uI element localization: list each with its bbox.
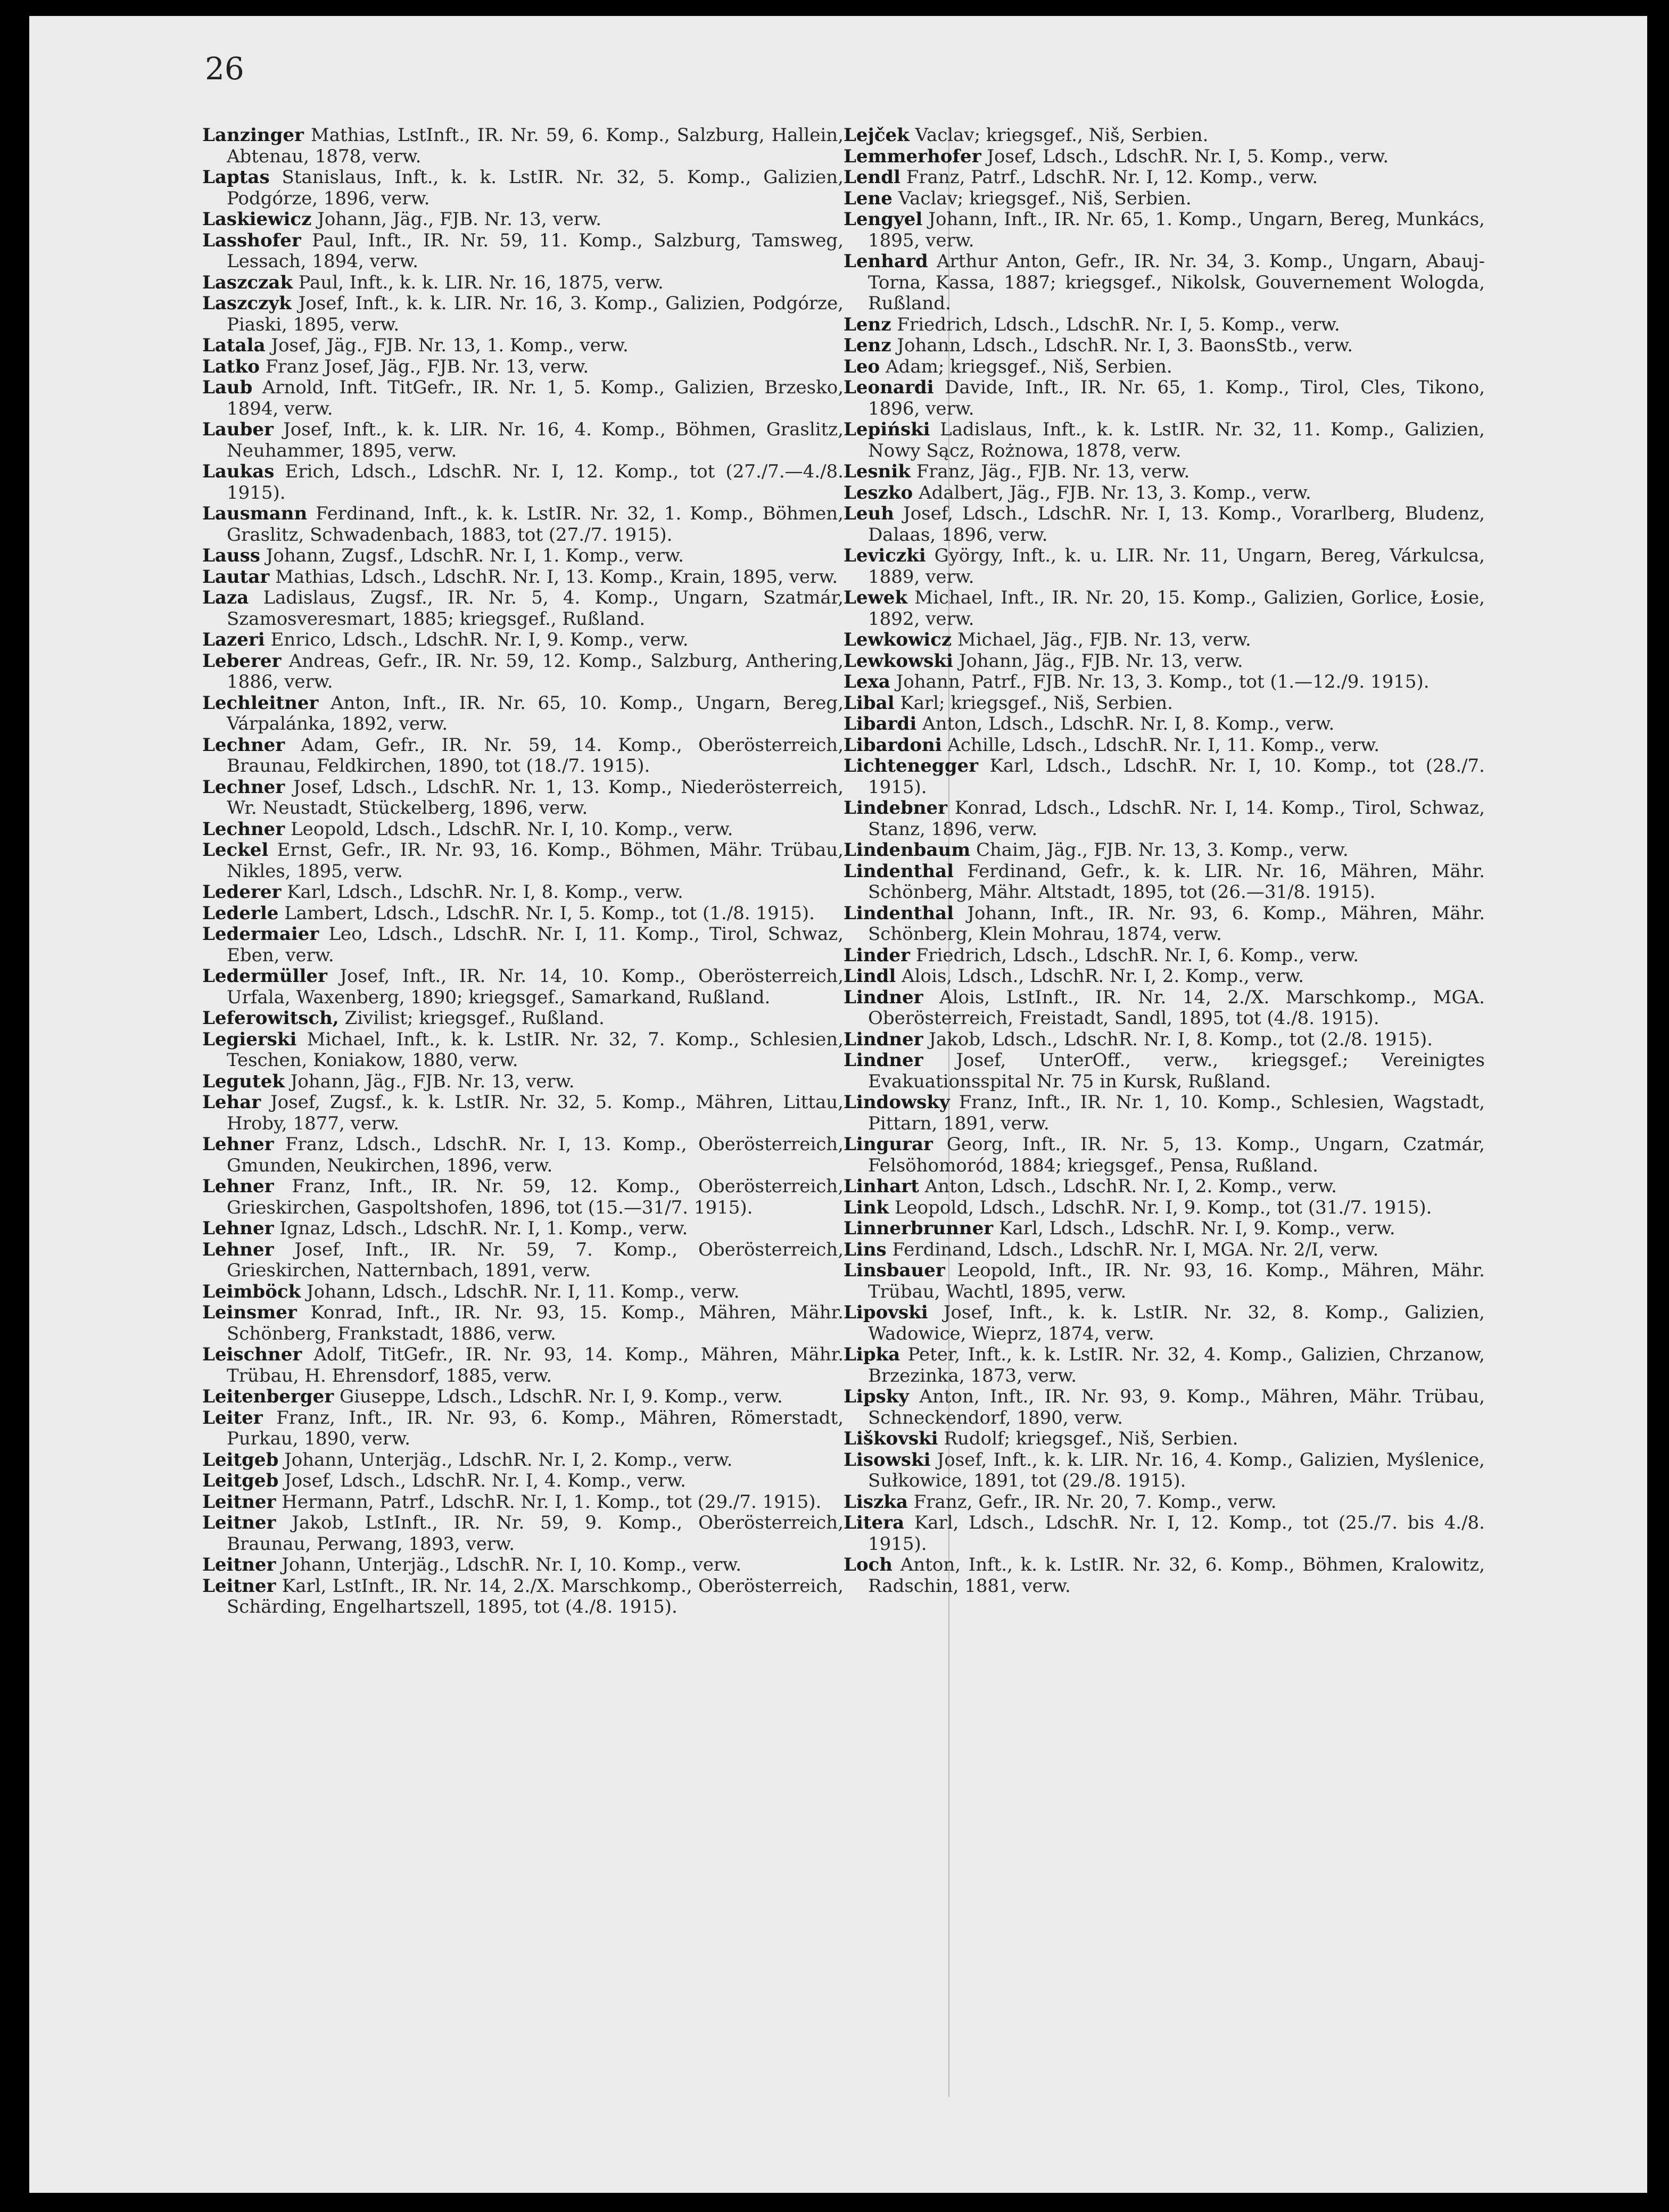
entry-details: Johann, Zugsf., LdschR. Nr. I, 1. Komp., verw. [266, 545, 684, 566]
list-entry [202, 546, 844, 567]
entry-details: Franz, Gefr., IR. Nr. 20, 7. Komp., verw. [913, 1491, 1277, 1513]
entry-surname: Leitenberger [202, 1386, 334, 1407]
entry-surname: Lehner [202, 1134, 274, 1155]
entry-surname: Lipka [844, 1344, 900, 1365]
list-entry [844, 987, 1485, 1029]
list-entry [202, 1408, 844, 1450]
entry-surname: Liszka [844, 1491, 908, 1513]
list-entry [844, 714, 1485, 735]
list-entry [844, 315, 1485, 336]
list-entry [844, 651, 1485, 672]
entry-details: Karl, Ldsch., LdschR. Nr. I, 8. Komp., verw. [287, 881, 683, 903]
list-entry [202, 924, 844, 966]
entry-surname: Linsbauer [844, 1260, 945, 1281]
list-entry [844, 167, 1485, 188]
list-entry [844, 1029, 1485, 1051]
list-entry [844, 861, 1485, 903]
entry-surname: Leitner [202, 1575, 276, 1597]
entry-surname: Lipovski [844, 1302, 928, 1323]
entry-surname: Leuh [844, 503, 894, 524]
entry-surname: Libardoni [844, 734, 942, 756]
list-entry [202, 1176, 844, 1218]
entry-details: Stanislaus, Inft., k. k. LstIR. Nr. 32, 5. Komp., Galizien, Podgórze, 1896, verw. [227, 167, 844, 209]
entry-surname: Lenz [844, 335, 891, 356]
list-entry [202, 1576, 844, 1618]
entry-details: Lambert, Ldsch., LdschR. Nr. I, 5. Komp., tot (1./8. 1915). [284, 902, 815, 924]
list-entry [844, 840, 1485, 861]
entry-details: Josef, Inft., k. k. LIR. Nr. 16, 4. Komp., Böhmen, Graslitz, Neuhammer, 1895, verw. [227, 419, 844, 461]
entry-details: Adolf, TitGefr., IR. Nr. 93, 14. Komp., Mähren, Mähr. Trübau, H. Ehrensdorf, 1885, verw. [227, 1344, 844, 1386]
entry-details: Karl; kriegsgef., Niš, Serbien. [900, 692, 1173, 714]
entry-details: Franz, Inft., IR. Nr. 59, 12. Komp., Oberösterreich, Grieskirchen, Gaspoltshofen, 1896, tot (15.—31/7. 1915). [227, 1176, 844, 1218]
entry-details: Chaim, Jäg., FJB. Nr. 13, 3. Komp., verw. [976, 839, 1349, 861]
entry-surname: Lehner [202, 1239, 274, 1260]
list-entry [844, 903, 1485, 945]
list-entry [844, 419, 1485, 461]
list-entry [202, 1450, 844, 1471]
list-entry [844, 798, 1485, 840]
entry-surname: Loch [844, 1554, 893, 1575]
entry-details: Ernst, Gefr., IR. Nr. 93, 16. Komp., Böhmen, Mähr. Trübau, Nikles, 1895, verw. [227, 839, 844, 882]
entry-details: Ferdinand, Gefr., k. k. LIR. Nr. 16, Mähren, Mähr. Schönberg, Mähr. Altstadt, 1895, tot (26.—31/8. 1915). [868, 860, 1485, 903]
document-page [29, 16, 1647, 2193]
entry-details: Johann, Jäg., FJB. Nr. 13, verw. [290, 1070, 575, 1092]
entry-surname: Lenz [844, 313, 891, 335]
entry-details: Johann, Jäg., FJB. Nr. 13, verw. [959, 650, 1243, 672]
list-entry [202, 1302, 844, 1344]
entry-surname: Leitner [202, 1491, 276, 1513]
entry-details: Enrico, Ldsch., LdschR. Nr. I, 9. Komp., verw. [270, 629, 689, 650]
entry-details: Josef, Inft., k. k. LIR. Nr. 16, 4. Komp., Galizien, Myślenice, Sułkowice, 1891, tot (29./8. 1915). [868, 1449, 1485, 1491]
list-entry [844, 209, 1485, 251]
list-entry [202, 693, 844, 735]
entry-surname: Lausmann [202, 503, 308, 524]
entry-surname: Lehar [202, 1092, 261, 1113]
list-entry [844, 251, 1485, 315]
entry-surname: Lipsky [844, 1386, 910, 1407]
list-entry [202, 335, 844, 357]
entry-surname: Lindenbaum [844, 839, 971, 861]
entry-details: Franz Josef, Jäg., FJB. Nr. 13, verw. [265, 356, 589, 377]
list-entry [202, 1344, 844, 1386]
entry-surname: Lewek [844, 587, 907, 608]
entry-surname: Lepiński [844, 419, 930, 440]
list-entry [202, 1218, 844, 1240]
entry-surname: Laskiewicz [202, 209, 312, 230]
left-column [202, 125, 844, 1618]
entry-surname: Lazeri [202, 629, 265, 650]
entry-surname: Lexa [844, 671, 890, 692]
entry-details: Peter, Inft., k. k. LstIR. Nr. 32, 4. Komp., Galizien, Chrzanow, Brzezinka, 1873, verw. [868, 1344, 1485, 1386]
entry-surname: Leitgeb [202, 1470, 279, 1491]
entry-details: Josef, Ldsch., LdschR. Nr. 1, 13. Komp., Niederösterreich, Wr. Neustadt, Stückelberg, 1896, verw. [227, 776, 844, 819]
list-entry [202, 1555, 844, 1576]
list-entry [202, 504, 844, 546]
entry-surname: Laszczyk [202, 293, 292, 314]
entry-details: Leopold, Inft., IR. Nr. 93, 16. Komp., Mähren, Mähr. Trübau, Wachtl, 1895, verw. [868, 1260, 1485, 1302]
entry-surname: Laukas [202, 461, 275, 482]
entry-details: Josef, Inft., IR. Nr. 14, 10. Komp., Oberösterreich, Urfala, Waxenberg, 1890; kriegsgef., Samarkand, Rußland. [227, 965, 844, 1008]
list-entry [844, 483, 1485, 504]
entry-details: Anton, Inft., k. k. LstIR. Nr. 32, 6. Komp., Böhmen, Kralowitz, Radschin, 1881, verw. [868, 1554, 1485, 1597]
entry-details: Johann, Inft., IR. Nr. 93, 6. Komp., Mähren, Mähr. Schönberg, Klein Mohrau, 1874, verw. [868, 902, 1485, 945]
entry-surname: Leitner [202, 1554, 276, 1575]
entry-details: Leopold, Ldsch., LdschR. Nr. I, 9. Komp., tot (31./7. 1915). [894, 1196, 1432, 1218]
list-entry [844, 188, 1485, 210]
entry-surname: Leitner [202, 1512, 276, 1533]
list-entry [202, 1492, 844, 1513]
list-entry [844, 1344, 1485, 1386]
entry-surname: Lindner [844, 986, 923, 1008]
list-entry [202, 125, 844, 167]
list-entry [844, 1050, 1485, 1092]
entry-surname: Lengyel [844, 209, 923, 230]
entry-details: Johann, Jäg., FJB. Nr. 13, verw. [317, 209, 602, 230]
entry-details: Achille, Ldsch., LdschR. Nr. I, 11. Komp., verw. [947, 734, 1380, 756]
entry-details: Giuseppe, Ldsch., LdschR. Nr. I, 9. Komp., verw. [339, 1386, 783, 1407]
right-column [844, 125, 1485, 1618]
list-entry [202, 1386, 844, 1408]
list-entry [202, 419, 844, 461]
entry-details: Adam, Gefr., IR. Nr. 59, 14. Komp., Oberösterreich, Braunau, Feldkirchen, 1890, tot (18./7. 1915). [227, 734, 844, 777]
entry-surname: Leo [844, 356, 880, 377]
entry-surname: Libardi [844, 713, 917, 734]
list-entry [844, 1092, 1485, 1134]
entry-surname: Leitgeb [202, 1449, 279, 1471]
list-entry [844, 1555, 1485, 1597]
entry-surname: Leischner [202, 1344, 302, 1365]
entry-surname: Lesnik [844, 461, 911, 482]
entry-details: Arthur Anton, Gefr., IR. Nr. 34, 3. Komp., Ungarn, Abauj-Torna, Kassa, 1887; kriegsgef., Nikolsk, Gouvernement Wologda, Rußland. [868, 251, 1485, 314]
entry-surname: Lehner [202, 1176, 274, 1197]
list-entry [202, 1092, 844, 1134]
entry-details: Anton, Ldsch., LdschR. Nr. I, 2. Komp., verw. [924, 1176, 1337, 1197]
entry-surname: Lingurar [844, 1134, 933, 1155]
entry-surname: Leberer [202, 650, 282, 672]
list-entry [202, 882, 844, 903]
list-entry [202, 377, 844, 419]
entry-surname: Legutek [202, 1070, 285, 1092]
entry-surname: Ledermüller [202, 965, 327, 987]
entry-surname: Lanzinger [202, 125, 304, 146]
entry-surname: Leszko [844, 482, 913, 504]
entry-surname: Lichtenegger [844, 755, 979, 777]
entry-surname: Legierski [202, 1028, 297, 1050]
entry-surname: Linhart [844, 1176, 919, 1197]
entry-surname: Leimböck [202, 1281, 301, 1302]
entry-details: Leo, Ldsch., LdschR. Nr. I, 11. Komp., Tirol, Schwaz, Eben, verw. [227, 923, 844, 966]
entry-details: Josef, Ldsch., LdschR. Nr. I, 13. Komp., Vorarlberg, Bludenz, Dalaas, 1896, verw. [868, 503, 1485, 546]
entry-details: Alois, Ldsch., LdschR. Nr. I, 2. Komp., verw. [902, 965, 1304, 987]
list-entry [202, 966, 844, 1008]
entry-details: Franz, Inft., IR. Nr. 1, 10. Komp., Schlesien, Wagstadt, Pittarn, 1891, verw. [868, 1092, 1485, 1134]
entry-details: Friedrich, Ldsch., LdschR. Nr. I, 5. Komp., verw. [897, 313, 1340, 335]
entry-surname: Link [844, 1196, 889, 1218]
list-entry [844, 966, 1485, 987]
list-entry [202, 357, 844, 378]
entry-surname: Lindowsky [844, 1092, 950, 1113]
list-entry [844, 1134, 1485, 1176]
entry-surname: Leiter [202, 1407, 263, 1429]
entry-details: Karl, Ldsch., LdschR. Nr. I, 10. Komp., tot (28./7. 1915). [868, 755, 1485, 798]
list-entry [844, 735, 1485, 756]
entry-details: Andreas, Gefr., IR. Nr. 59, 12. Komp., Salzburg, Anthering, 1886, verw. [227, 650, 844, 692]
entry-surname: Lindner [844, 1028, 923, 1050]
entry-surname: Lendl [844, 167, 900, 188]
entry-surname: Ledermaier [202, 923, 319, 945]
entry-details: Josef, Inft., k. k. LIR. Nr. 16, 3. Komp., Galizien, Podgórze, Piaski, 1895, verw. [227, 293, 844, 335]
list-entry [202, 1029, 844, 1071]
entry-details: Ferdinand, Ldsch., LdschR. Nr. I, MGA. Nr. 2/I, verw. [892, 1239, 1379, 1260]
entry-details: Jakob, Ldsch., LdschR. Nr. I, 8. Komp., tot (2./8. 1915). [929, 1028, 1433, 1050]
entry-details: Mathias, Ldsch., LdschR. Nr. I, 13. Komp., Krain, 1895, verw. [275, 566, 838, 588]
list-entry [844, 1302, 1485, 1344]
list-entry [202, 293, 844, 335]
entry-details: György, Inft., k. u. LIR. Nr. 11, Ungarn, Bereg, Várkulcsa, 1889, verw. [868, 545, 1485, 588]
list-entry [202, 1513, 844, 1555]
entry-details: Franz, Patrf., LdschR. Nr. I, 12. Komp., verw. [906, 167, 1318, 188]
entry-surname: Lisowski [844, 1449, 931, 1471]
entry-surname: Lechner [202, 818, 285, 840]
entry-surname: Lechleitner [202, 692, 319, 714]
entry-surname: Linder [844, 944, 910, 966]
entry-surname: Lewkowicz [844, 629, 952, 650]
entry-details: Josef, Inft., k. k. LstIR. Nr. 32, 8. Komp., Galizien, Wadowice, Wieprz, 1874, verw. [868, 1302, 1485, 1344]
page-number: 26 [205, 51, 244, 87]
list-entry [844, 1429, 1485, 1450]
entry-surname: Linnerbrunner [844, 1218, 994, 1239]
entry-surname: Lenhard [844, 251, 928, 272]
list-entry [844, 146, 1485, 168]
list-entry [844, 1218, 1485, 1240]
list-entry [202, 903, 844, 925]
entry-surname: Lemmerhofer [844, 145, 981, 167]
entry-surname: Laszczak [202, 271, 293, 293]
entry-surname: Laza [202, 587, 249, 608]
entry-details: Anton, Ldsch., LdschR. Nr. I, 8. Komp., verw. [922, 713, 1335, 734]
list-entry [202, 1240, 844, 1282]
list-entry [844, 357, 1485, 378]
entry-surname: Lins [844, 1239, 887, 1260]
entry-details: Josef, Zugsf., k. k. LstIR. Nr. 32, 5. Komp., Mähren, Littau, Hroby, 1877, verw. [227, 1092, 844, 1134]
entry-details: Karl, Ldsch., LdschR. Nr. I, 9. Komp., verw. [999, 1218, 1395, 1239]
list-entry [202, 735, 844, 777]
entry-details: Josef, Ldsch., LdschR. Nr. I, 4. Komp., verw. [284, 1470, 686, 1491]
entry-details: Alois, LstInft., IR. Nr. 14, 2./X. Marschkomp., MGA. Oberösterreich, Freistadt, Sandl, 1895, tot (4./8. 1915). [868, 986, 1485, 1029]
entry-details: Hermann, Patrf., LdschR. Nr. I, 1. Komp., tot (29./7. 1915). [282, 1491, 822, 1513]
list-entry [844, 1176, 1485, 1198]
entry-details: Josef, UnterOff., verw., kriegsgef.; Vereinigtes Evakuationsspital Nr. 75 in Kursk, Rußland. [868, 1050, 1485, 1092]
list-entry [844, 1450, 1485, 1492]
entry-details: Arnold, Inft. TitGefr., IR. Nr. 1, 5. Komp., Galizien, Brzesko, 1894, verw. [227, 377, 844, 419]
entry-surname: Lautar [202, 566, 270, 588]
entry-details: Zivilist; kriegsgef., Rußland. [344, 1008, 605, 1029]
entry-details: Davide, Inft., IR. Nr. 65, 1. Komp., Tirol, Cles, Tikono, 1896, verw. [868, 377, 1485, 419]
list-entry [844, 945, 1485, 967]
list-entry [202, 630, 844, 651]
entry-details: Anton, Inft., IR. Nr. 93, 9. Komp., Mähren, Mähr. Trübau, Schneckendorf, 1890, verw. [868, 1386, 1485, 1429]
entry-details: Vaclav; kriegsgef., Niš, Serbien. [898, 187, 1192, 209]
list-entry [844, 504, 1485, 546]
entry-surname: Lehner [202, 1218, 274, 1239]
list-entry [202, 461, 844, 504]
list-entry [202, 819, 844, 840]
entry-surname: Lindenthal [844, 902, 954, 924]
list-entry [202, 567, 844, 588]
entry-details: Konrad, Ldsch., LdschR. Nr. I, 14. Komp., Tirol, Schwaz, Stanz, 1896, verw. [868, 797, 1485, 840]
list-entry [844, 630, 1485, 651]
list-entry [202, 167, 844, 209]
entry-details: Josef, Jäg., FJB. Nr. 13, 1. Komp., verw. [271, 335, 629, 356]
entry-details: Vaclav; kriegsgef., Niš, Serbien. [915, 125, 1209, 146]
entry-surname: Lindenthal [844, 860, 954, 882]
list-entry [202, 840, 844, 882]
entry-surname: Lindner [844, 1050, 923, 1071]
entry-surname: Lasshofer [202, 229, 301, 251]
entry-details: Michael, Inft., IR. Nr. 20, 15. Komp., Galizien, Gorlice, Łosie, 1892, verw. [868, 587, 1485, 630]
entry-surname: Litera [844, 1512, 905, 1533]
list-entry [844, 1492, 1485, 1513]
entry-details: Paul, Inft., IR. Nr. 59, 11. Komp., Salzburg, Tamsweg, Lessach, 1894, verw. [227, 229, 844, 272]
entry-details: Adalbert, Jäg., FJB. Nr. 13, 3. Komp., verw. [919, 482, 1311, 504]
entry-surname: Latala [202, 335, 266, 356]
list-entry [202, 651, 844, 693]
entry-details: Johann, Unterjäg., LdschR. Nr. I, 10. Komp., verw. [282, 1554, 742, 1575]
entry-details: Georg, Inft., IR. Nr. 5, 13. Komp., Ungarn, Czatmár, Felsöhomoród, 1884; kriegsgef., Pensa, Rußland. [868, 1134, 1485, 1176]
list-entry [202, 777, 844, 819]
list-entry [202, 273, 844, 294]
entry-details: Adam; kriegsgef., Niš, Serbien. [886, 356, 1172, 377]
list-entry [844, 335, 1485, 357]
entry-details: Erich, Ldsch., LdschR. Nr. I, 12. Komp., tot (27./7.—4./8. 1915). [227, 461, 844, 504]
entry-surname: Leviczki [844, 545, 926, 566]
entry-surname: Lewkowski [844, 650, 953, 672]
entry-surname: Lindebner [844, 797, 947, 819]
entry-surname: Lechner [202, 776, 285, 798]
entry-details: Johann, Ldsch., LdschR. Nr. I, 11. Komp., verw. [306, 1281, 740, 1302]
list-entry [844, 1260, 1485, 1302]
columns [202, 125, 1485, 1618]
entry-details: Leopold, Ldsch., LdschR. Nr. I, 10. Komp., verw. [291, 818, 733, 840]
list-entry [202, 1134, 844, 1176]
list-entry [202, 1282, 844, 1303]
entry-details: Anton, Inft., IR. Nr. 65, 10. Komp., Ungarn, Bereg, Várpalánka, 1892, verw. [227, 692, 844, 734]
list-entry [844, 461, 1485, 483]
entry-surname: Lene [844, 187, 893, 209]
entry-surname: Lauss [202, 545, 260, 566]
entry-details: Michael, Jäg., FJB. Nr. 13, verw. [957, 629, 1251, 650]
entry-details: Konrad, Inft., IR. Nr. 93, 15. Komp., Mähren, Mähr. Schönberg, Frankstadt, 1886, verw. [227, 1302, 844, 1344]
list-entry [844, 1513, 1485, 1555]
entry-surname: Leckel [202, 839, 269, 861]
entry-details: Josef, Inft., IR. Nr. 59, 7. Komp., Oberösterreich, Grieskirchen, Natternbach, 1891, verw. [227, 1239, 844, 1281]
entry-surname: Lindl [844, 965, 896, 987]
entry-details: Friedrich, Ldsch., LdschR. Nr. I, 6. Komp., verw. [915, 944, 1359, 966]
list-entry [844, 546, 1485, 588]
entry-surname: Lechner [202, 734, 285, 756]
entry-surname: Leinsmer [202, 1302, 297, 1323]
list-entry [202, 588, 844, 630]
entry-details: Rudolf; kriegsgef., Niš, Serbien. [944, 1428, 1238, 1449]
entry-surname: Lederer [202, 881, 282, 903]
entry-surname: Leferowitsch, [202, 1008, 339, 1029]
list-entry [844, 125, 1485, 146]
entry-details: Karl, Ldsch., LdschR. Nr. I, 12. Komp., tot (25./7. bis 4./8. 1915). [868, 1512, 1485, 1555]
entry-details: Franz, Inft., IR. Nr. 93, 6. Komp., Mähren, Römerstadt, Purkau, 1890, verw. [227, 1407, 844, 1449]
list-entry [844, 1240, 1485, 1261]
entry-details: Josef, Ldsch., LdschR. Nr. I, 5. Komp., verw. [987, 145, 1389, 167]
entry-surname: Liškovski [844, 1428, 938, 1449]
list-entry [844, 756, 1485, 798]
entry-details: Johann, Ldsch., LdschR. Nr. I, 3. BaonsStb., verw. [897, 335, 1353, 356]
entry-details: Johann, Inft., IR. Nr. 65, 1. Komp., Ungarn, Bereg, Munkács, 1895, verw. [868, 209, 1485, 251]
list-entry [202, 1008, 844, 1029]
entry-surname: Libal [844, 692, 895, 714]
entry-details: Franz, Jäg., FJB. Nr. 13, verw. [916, 461, 1190, 482]
entry-details: Michael, Inft., k. k. LstIR. Nr. 32, 7. Komp., Schlesien, Teschen, Koniakow, 1880, verw. [227, 1028, 844, 1071]
list-entry [844, 1386, 1485, 1429]
entry-surname: Leonardi [844, 377, 934, 398]
entry-surname: Lederle [202, 902, 279, 924]
entry-surname: Latko [202, 356, 260, 377]
list-entry [844, 588, 1485, 630]
entry-surname: Laptas [202, 167, 270, 188]
entry-details: Jakob, LstInft., IR. Nr. 59, 9. Komp., Oberösterreich, Braunau, Perwang, 1893, verw. [227, 1512, 844, 1555]
entry-details: Johann, Patrf., FJB. Nr. 13, 3. Komp., tot (1.—12./9. 1915). [896, 671, 1430, 692]
entry-details: Mathias, LstInft., IR. Nr. 59, 6. Komp., Salzburg, Hallein, Abtenau, 1878, verw. [227, 125, 844, 167]
entry-details: Franz, Ldsch., LdschR. Nr. I, 13. Komp., Oberösterreich, Gmunden, Neukirchen, 1896, verw. [227, 1134, 844, 1176]
entry-details: Ladislaus, Inft., k. k. LstIR. Nr. 32, 11. Komp., Galizien, Nowy Sącz, Rożnowa, 1878, verw. [868, 419, 1485, 461]
list-entry [202, 1071, 844, 1093]
entry-details: Johann, Unterjäg., LdschR. Nr. I, 2. Komp., verw. [284, 1449, 733, 1471]
list-entry [202, 209, 844, 230]
list-entry [844, 693, 1485, 714]
list-entry [202, 1471, 844, 1492]
entry-details: Paul, Inft., k. k. LIR. Nr. 16, 1875, verw. [298, 271, 664, 293]
list-entry [844, 672, 1485, 693]
list-entry [844, 377, 1485, 419]
entry-surname: Lejček [844, 125, 910, 146]
entry-details: Ferdinand, Inft., k. k. LstIR. Nr. 32, 1. Komp., Böhmen, Graslitz, Schwadenbach, 1883, tot (27./7. 1915). [227, 503, 844, 546]
list-entry [844, 1198, 1485, 1219]
entry-surname: Laub [202, 377, 253, 398]
entry-surname: Lauber [202, 419, 274, 440]
entry-details: Ladislaus, Zugsf., IR. Nr. 5, 4. Komp., Ungarn, Szatmár, Szamosveresmart, 1885; kriegsgef., Rußland. [227, 587, 844, 630]
list-entry [202, 230, 844, 273]
entry-details: Karl, LstInft., IR. Nr. 14, 2./X. Marschkomp., Oberösterreich, Schärding, Engelhartszell, 1895, tot (4./8. 1915). [227, 1575, 844, 1617]
entry-details: Ignaz, Ldsch., LdschR. Nr. I, 1. Komp., verw. [279, 1218, 688, 1239]
